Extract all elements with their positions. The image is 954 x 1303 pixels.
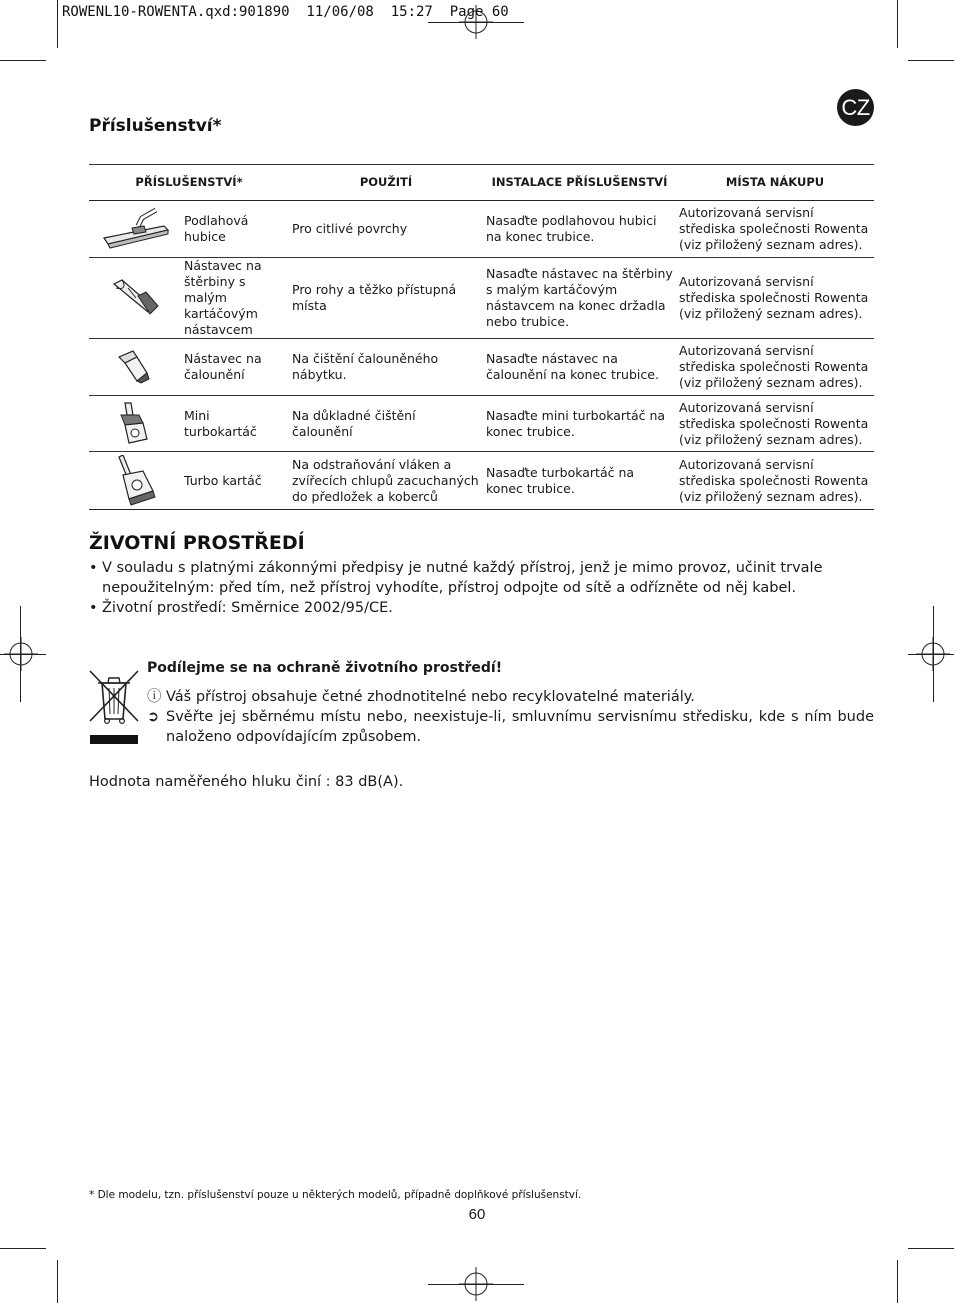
page-number: 60 bbox=[468, 1206, 486, 1223]
crevice-tool-icon bbox=[89, 258, 181, 339]
accessory-purchase: Autorizovaná servisní střediska společnosti Rowenta (viz přiložený seznam adres). bbox=[676, 452, 874, 510]
table-row bbox=[89, 201, 874, 258]
share-text: Váš přístroj obsahuje četné zhodnotitelné nebo recyklovatelné materiály. bbox=[166, 689, 695, 705]
accessory-use: Na důkladné čištění čalounění bbox=[289, 396, 483, 452]
upholstery-nozzle-icon bbox=[89, 339, 181, 396]
turbobrush-icon bbox=[89, 452, 181, 510]
arrow-icon: ➲ bbox=[147, 709, 160, 725]
accessory-install: Nasaďte nástavec na štěrbiny s malým kartáčovým nástavcem na konec držadla nebo trubice. bbox=[483, 258, 676, 339]
accessory-purchase: Autorizovaná servisní střediska společnosti Rowenta (viz přiložený seznam adres). bbox=[676, 258, 874, 339]
info-icon: ⓘ bbox=[147, 689, 162, 705]
crossed-out-bin-icon bbox=[88, 669, 140, 745]
accessories-table bbox=[89, 164, 874, 510]
table-row bbox=[89, 339, 874, 396]
column-header: INSTALACE PŘÍSLUŠENSTVÍ bbox=[483, 165, 676, 201]
table-row bbox=[89, 396, 874, 452]
language-badge: CZ bbox=[837, 89, 874, 126]
accessory-install: Nasaďte turbokartáč na konec trubice. bbox=[483, 452, 676, 510]
column-header: POUŽITÍ bbox=[289, 165, 483, 201]
accessory-purchase: Autorizovaná servisní střediska společnosti Rowenta (viz přiložený seznam adres). bbox=[676, 396, 874, 452]
list-item: • V souladu s platnými zákonnými předpisy je nutné každý přístroj, jenž je mimo provoz, učinit trvale nepoužitelným: před tím, než přístroj vyhodíte, přístroj odpojte od sítě a odřízněte od něj kabel. bbox=[89, 558, 874, 598]
crop-mark bbox=[897, 0, 898, 48]
registration-mark-icon bbox=[459, 1267, 493, 1301]
column-header: PŘÍSLUŠENSTVÍ* bbox=[89, 165, 289, 201]
accessory-name: Nástavec na čalounění bbox=[181, 339, 289, 396]
floor-nozzle-icon bbox=[89, 201, 181, 258]
print-slug: ROWENL10-ROWENTA.qxd:901890 11/06/08 15:27 Page 60 bbox=[62, 4, 509, 20]
noise-level: Hodnota naměřeného hluku činí : 83 dB(A). bbox=[89, 774, 404, 790]
accessory-install: Nasaďte nástavec na čalounění na konec trubice. bbox=[483, 339, 676, 396]
column-header: MÍSTA NÁKUPU bbox=[676, 165, 874, 201]
share-text: Svěřte jej sběrnému místu nebo, neexistuje-li, smluvnímu servisnímu středisku, kde s ním bude naloženo odpovídajícím způsobem. bbox=[166, 709, 874, 745]
accessory-install: Nasaďte podlahovou hubici na konec trubice. bbox=[483, 201, 676, 258]
crop-mark bbox=[0, 1248, 46, 1249]
table-header-row bbox=[89, 165, 874, 201]
accessory-use: Pro rohy a těžko přístupná místa bbox=[289, 258, 483, 339]
mini-turbobrush-icon bbox=[89, 396, 181, 452]
crop-mark bbox=[908, 60, 954, 61]
share-title: Podílejme se na ochraně životního prostředí! bbox=[147, 660, 503, 676]
accessory-name: Nástavec na štěrbiny s malým kartáčovým nástavcem bbox=[181, 258, 289, 339]
accessory-name: Turbo kartáč bbox=[181, 452, 289, 510]
table-row bbox=[89, 452, 874, 510]
accessory-name: Mini turbokartáč bbox=[181, 396, 289, 452]
accessory-name: Podlahová hubice bbox=[181, 201, 289, 258]
share-line-collection bbox=[147, 707, 874, 747]
list-item: • Životní prostředí: Směrnice 2002/95/CE. bbox=[89, 598, 874, 618]
environment-title: ŽIVOTNÍ PROSTŘEDÍ bbox=[89, 532, 305, 554]
accessory-purchase: Autorizovaná servisní střediska společnosti Rowenta (viz přiložený seznam adres). bbox=[676, 201, 874, 258]
crop-mark bbox=[897, 1260, 898, 1303]
crop-mark bbox=[57, 0, 58, 48]
crop-mark bbox=[57, 1260, 58, 1303]
accessory-purchase: Autorizovaná servisní střediska společnosti Rowenta (viz přiložený seznam adres). bbox=[676, 339, 874, 396]
accessory-use: Na odstraňování vláken a zvířecích chlupů zacuchaných do předložek a koberců bbox=[289, 452, 483, 510]
footnote: * Dle modelu, tzn. příslušenství pouze u některých modelů, případně doplňkové příslušenství. bbox=[89, 1189, 582, 1201]
registration-mark-icon bbox=[4, 637, 38, 671]
registration-mark-icon bbox=[916, 637, 950, 671]
section-title: Příslušenství* bbox=[89, 116, 222, 136]
accessory-use: Na čištění čalouněného nábytku. bbox=[289, 339, 483, 396]
share-line-recyclable bbox=[147, 687, 874, 707]
crop-mark bbox=[908, 1248, 954, 1249]
accessory-use: Pro citlivé povrchy bbox=[289, 201, 483, 258]
accessory-install: Nasaďte mini turbokartáč na konec trubice. bbox=[483, 396, 676, 452]
crop-mark bbox=[0, 60, 46, 61]
environment-list bbox=[89, 558, 874, 618]
registration-mark-icon bbox=[459, 5, 493, 39]
table-row bbox=[89, 258, 874, 339]
